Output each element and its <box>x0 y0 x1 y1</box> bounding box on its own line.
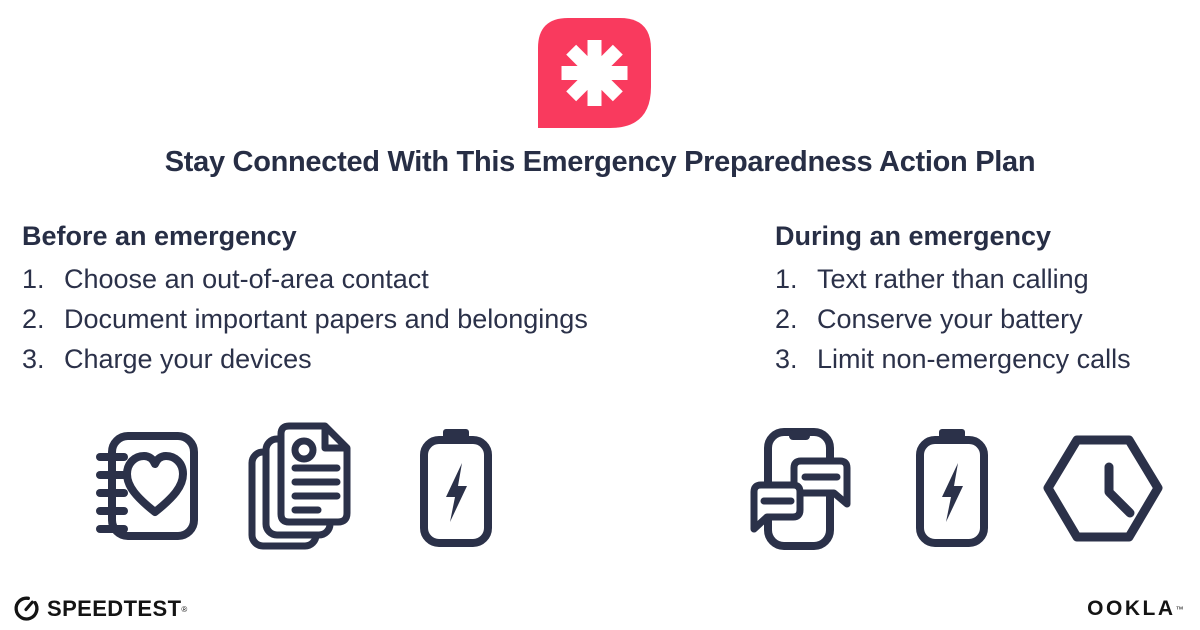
list-text: Text rather than calling <box>817 263 1089 294</box>
list-text: Choose an out-of-area contact <box>64 263 429 294</box>
list-item <box>22 339 742 379</box>
speedtest-logo <box>13 595 188 622</box>
speedtest-gauge-icon <box>13 595 40 622</box>
battery-charging-icon <box>916 429 988 547</box>
battery-charging-icon <box>420 429 492 547</box>
before-emergency-heading: Before an emergency <box>22 221 297 251</box>
list-item <box>22 259 742 299</box>
list-item <box>775 259 1195 299</box>
during-emergency-section <box>775 219 1195 379</box>
before-emergency-section <box>22 219 742 379</box>
phone-text-messages-icon <box>747 428 852 550</box>
list-item <box>775 299 1195 339</box>
emergency-asterisk-icon <box>538 18 651 128</box>
list-number: 3. <box>775 343 798 374</box>
documents-stack-icon <box>248 422 353 550</box>
ookla-wordmark: OOKLA <box>1087 597 1176 620</box>
list-text: Limit non-emergency calls <box>817 343 1131 374</box>
list-number: 2. <box>775 303 798 334</box>
ookla-logo <box>1087 597 1186 621</box>
during-emergency-heading: During an emergency <box>775 221 1052 251</box>
list-text: Charge your devices <box>64 343 312 374</box>
contact-book-heart-icon <box>96 430 198 542</box>
list-number: 1. <box>775 263 798 294</box>
list-number: 3. <box>22 343 45 374</box>
list-number: 1. <box>22 263 45 294</box>
clock-hexagon-icon <box>1042 431 1164 546</box>
asterisk-badge-svg <box>538 18 651 128</box>
speedtest-wordmark: SPEEDTEST® <box>47 595 188 621</box>
page-title: Stay Connected With This Emergency Preparedness Action Plan <box>164 146 1036 178</box>
list-text: Document important papers and belongings <box>64 303 588 334</box>
list-item <box>22 299 742 339</box>
registered-mark: ® <box>181 604 188 614</box>
list-item <box>775 339 1195 379</box>
list-text: Conserve your battery <box>817 303 1083 334</box>
trademark-mark: ™ <box>1175 605 1186 614</box>
list-number: 2. <box>22 303 45 334</box>
